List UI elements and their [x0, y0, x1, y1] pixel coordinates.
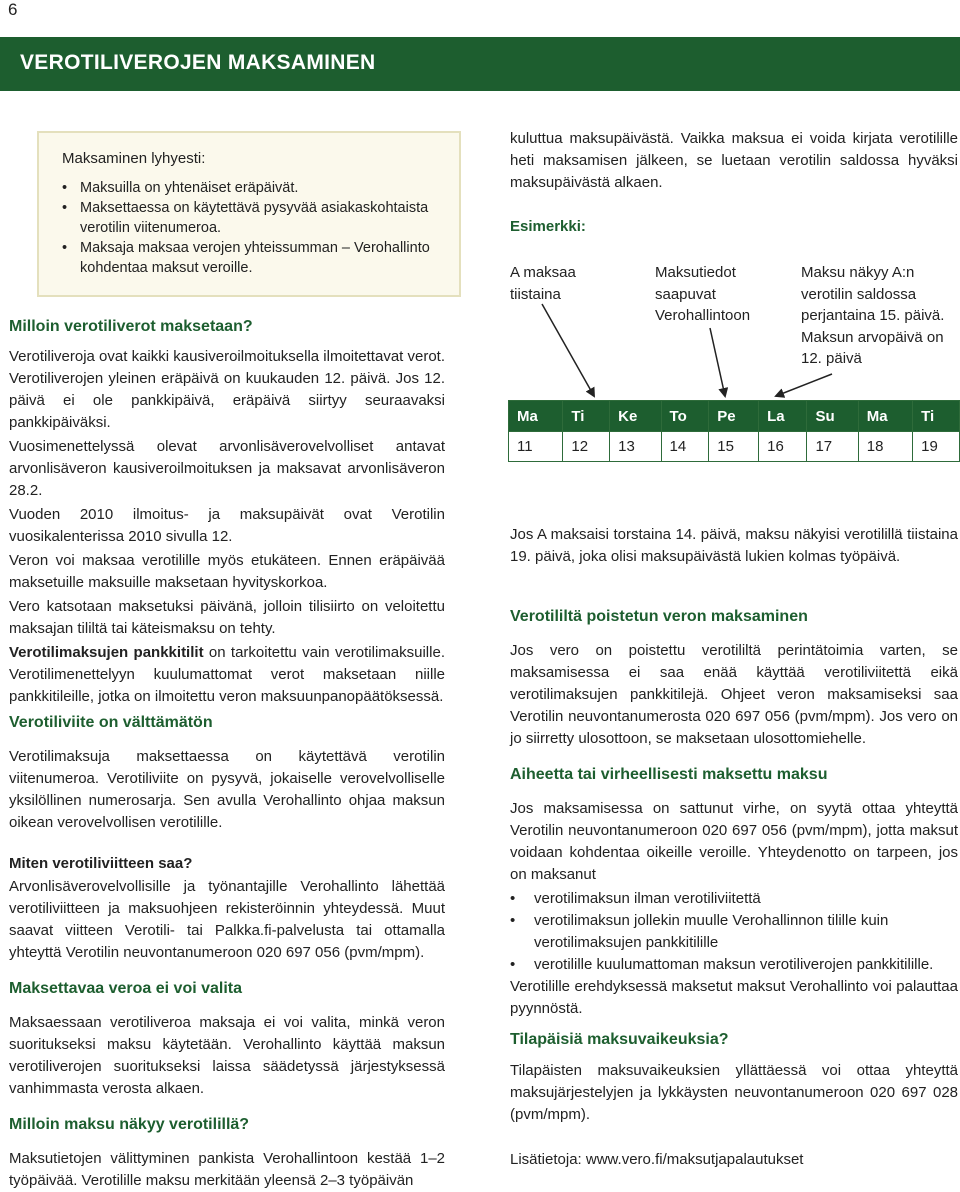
day-cell: Ma [509, 401, 563, 432]
bold-term: Verotilimaksujen pankkitilit [9, 644, 204, 661]
paragraph: Tilapäisten maksuvaikeuksien yllättäessä voi ottaa yhteyttä maksujärjestelyjen ja lykkäysten neuvontanumeroon 020 697 028 (pvm/mpm). [510, 1062, 958, 1123]
paragraph: kuluttua maksupäivästä. Vaikka maksua ei voida kirjata verotilille heti maksamisen jälkeen, se luetaan verotilin saldossa hyväksi maksupäivästä alkaen. [510, 130, 958, 191]
paragraph: Verotilille erehdyksessä maksetut maksut Verohallinto voi palauttaa pyynnöstä. [510, 978, 958, 1017]
paragraph: Jos A maksaisi torstaina 14. päivä, maksu näkyisi verotilillä tiistaina 19. päivä, joka olisi maksupäivästä lukien kolmas työpäivä. [510, 526, 958, 565]
section-heading: Tilapäisiä maksuvaikeuksia? [510, 1031, 729, 1048]
calendar-days-row [509, 401, 960, 432]
summary-item: • Maksettaessa on käytettävä pysyvää asiakaskohtaista verotilin viitenumeroa. [62, 198, 452, 238]
summary-item: • Maksuilla on yhtenäiset eräpäivät. [62, 178, 452, 198]
arrow-arrival [710, 328, 725, 396]
date-cell: 17 [807, 432, 858, 462]
left-column-body-4 [9, 1012, 445, 1100]
paragraph: Maksutietojen välittyminen pankista Verohallintoon kestää 1–2 työpäivää. Verotilille maksu merkitään yleensä 2–3 työpäivän [9, 1150, 445, 1189]
date-cell: 16 [759, 432, 807, 462]
diagram-label-balance: Maksu näkyy A:n verotilin saldossa perjantaina 15. päivä. Maksun arvopäivä on 12. päivä [801, 264, 945, 367]
page-number: 6 [8, 0, 18, 19]
paragraph: Arvonlisäverovelvollisille ja työnantajille Verohallinto lähettää verotiliviitteen ja maksuohjeen rekisteröinnin yhteydessä. Muut saavat viitteen Verotili- tai Palkka.fi-palvelusta tai ottamalla yhteyttä Verotilin neuvontanumeroon 020 697 056 (pvm/mpm). [9, 878, 445, 961]
day-cell: La [759, 401, 807, 432]
section-heading: Milloin maksu näkyy verotilillä? [9, 1116, 250, 1133]
left-column-body-1 [9, 346, 445, 708]
date-cell: 18 [858, 432, 912, 462]
left-column-body-3 [9, 876, 445, 964]
bullet-list [510, 888, 958, 976]
diagram-label-payment: A maksaa tiistaina [510, 264, 576, 303]
date-cell: 12 [563, 432, 610, 462]
paragraph: Vero katsotaan maksetuksi päivänä, jolloin tilisiirto on veloitettu maksajan tililtä tai käteismaksu on tehty. [9, 598, 445, 637]
more-info-text: Lisätietoja: www.vero.fi/maksutjapalautukset [510, 1151, 804, 1168]
right-column-body-2 [510, 798, 958, 1020]
date-cell: 14 [661, 432, 709, 462]
summary-item: • Maksaja maksaa verojen yhteissumman – Verohallinto kohdentaa maksut veroille. [62, 238, 452, 278]
page-title: VEROTILIVEROJEN MAKSAMINEN [20, 51, 376, 74]
paragraph: Jos vero on poistettu verotililtä perintätoimia varten, se maksamisessa ei saa enää käyttää verotiliviitettä eikä verotilimaksujen pankkitilejä. Ohjeet veron maksamiseksi saa Verotilin neuvontanumerosta 020 697 056 (pvm/mpm). Jos vero on jo siirretty ulosottoon, se maksetaan ulosottomiehelle. [510, 642, 958, 747]
subheading: Miten verotiliviitteen saa? [9, 855, 193, 872]
paragraph: Verotiliveroja ovat kaikki kausiveroilmoituksella ilmoitettavat verot. Verotiliverojen yleinen eräpäivä on kuukauden 12. päivä. Jos 12. päivä ei ole pankkipäivä, eräpäivä siirtyy seuraavaksi pankkipäiväksi. [9, 348, 446, 431]
bullet-item: • verotilimaksun ilman verotiliviitettä [510, 888, 958, 910]
paragraph: Vuoden 2010 ilmoitus- ja maksupäivät ovat Verotilin vuosikalenterissa 2010 sivulla 12. [9, 506, 445, 545]
bullet-item: • verotilimaksun jollekin muulle Verohallinnon tilille kuin verotilimaksujen pankkitilille [510, 910, 958, 954]
example-label: Esimerkki: [510, 218, 586, 235]
day-cell: Su [807, 401, 858, 432]
date-cell: 11 [509, 432, 563, 462]
section-heading: Aiheetta tai virheellisesti maksettu maksu [510, 766, 828, 783]
day-cell: To [661, 401, 709, 432]
paragraph: Maksaessaan verotiliveroa maksaja ei voi valita, minkä veron suoritukseksi maksu käytetään. Verohallinto käyttää maksun verotiliverojen suoritukseksi laissa säädetyssä järjestyksessä vanhimmasta verosta alkaen. [9, 1014, 445, 1097]
calendar-table [508, 400, 960, 462]
paragraph [9, 642, 445, 708]
paragraph: Vuosimenettelyssä olevat arvonlisäverovelvolliset antavat arvonlisäveron kausiveroilmoituksen ja maksavat arvonlisäveron 28.2. [9, 438, 445, 499]
left-column-body-2 [9, 746, 445, 834]
left-column-body-5 [9, 1148, 445, 1192]
more-info [510, 1149, 958, 1171]
day-cell: Ti [913, 401, 960, 432]
day-cell: Ke [610, 401, 661, 432]
section-heading: Verotiliviite on välttämätön [9, 714, 213, 731]
day-cell: Pe [709, 401, 759, 432]
paragraph: Verotilimaksuja maksettaessa on käytettävä verotilin viitenumeroa. Verotiliviite on pysyvä, jokaiselle verovelvolliselle yksilöllinen numerosarja. Sen avulla Verohallinto ohjaa maksun oikean verovelvollisen verotilille. [9, 748, 445, 831]
day-cell: Ma [858, 401, 912, 432]
bullet-item: • verotilille kuulumattoman maksun verotiliverojen pankkitilille. [510, 954, 958, 976]
right-column-intro [510, 128, 958, 194]
diagram-label-arrival: Maksutiedot saapuvat Verohallintoon [655, 264, 751, 324]
date-cell: 15 [709, 432, 759, 462]
example-explanation [510, 524, 958, 568]
section-heading: Milloin verotiliverot maksetaan? [9, 318, 253, 335]
day-cell: Ti [563, 401, 610, 432]
section-heading: Maksettavaa veroa ei voi valita [9, 980, 243, 997]
date-cell: 13 [610, 432, 661, 462]
date-cell: 19 [913, 432, 960, 462]
section-heading: Verotililtä poistetun veron maksaminen [510, 608, 808, 625]
calendar-dates-row [509, 432, 960, 462]
paragraph: Jos maksamisessa on sattunut virhe, on syytä ottaa yhteyttä Verotilin neuvontanumeroon 020 697 056 (pvm/mpm), jotta maksut voidaan kohdentaa oikeille veroille. Yhteydenotto on tarpeen, jos on maksanut [510, 800, 958, 883]
summary-list [62, 178, 452, 278]
diagram-arrows [500, 290, 960, 415]
right-column-body-1 [510, 640, 958, 750]
paragraph-text: on tarkoitettu vain verotilimaksuille. Verotilimenettelyyn kuulumattomat verot maksetaan niille pankkitileille, jotka on ilmoitettu veron maksuunpanopäätöksessä. [9, 644, 445, 705]
arrow-payment [542, 304, 594, 396]
paragraph: Veron voi maksaa verotilille myös etukäteen. Ennen eräpäivää maksetuille maksuille maksetaan hyvityskorkoa. [9, 552, 445, 591]
summary-title: Maksaminen lyhyesti: [62, 150, 206, 167]
right-column-body-3 [510, 1060, 958, 1126]
arrow-balance [776, 374, 832, 396]
